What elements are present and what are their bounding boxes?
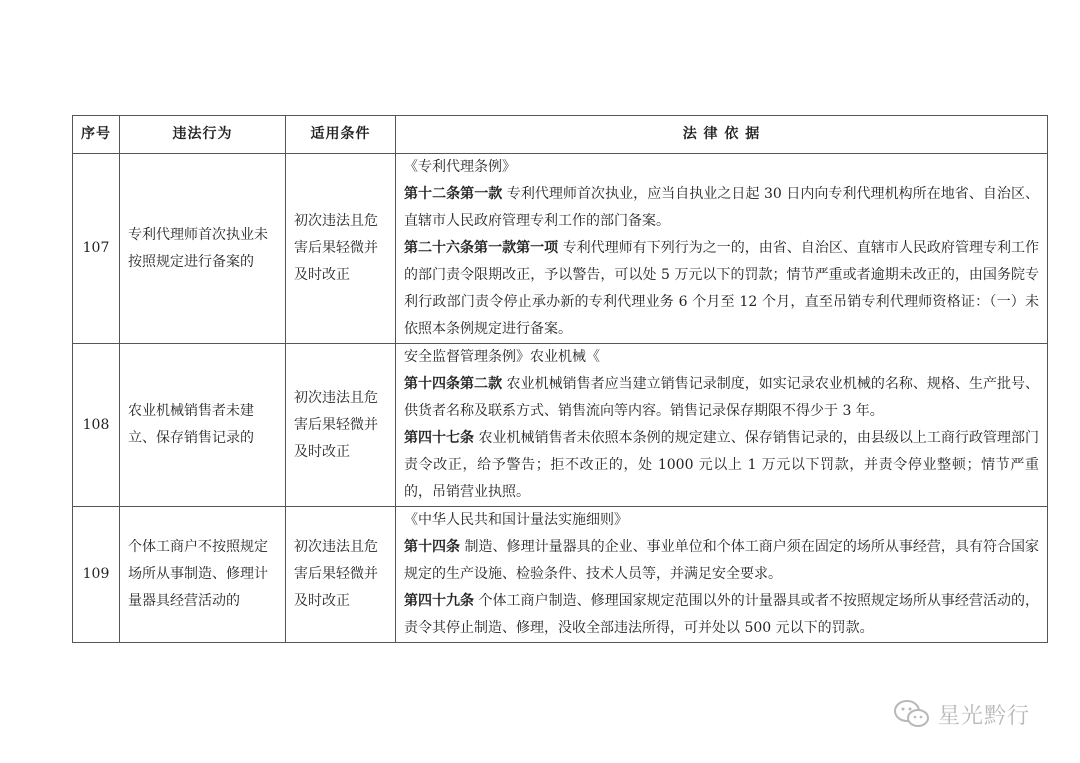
law-clause xyxy=(404,371,1039,425)
law-source: 《中华人民共和国计量法实施细则》 xyxy=(404,512,628,528)
row-serial: 109 xyxy=(73,507,120,643)
clause-text: 个体工商户制造、修理国家规定范围以外的计量器具或者不按照规定场所从事经营活动的，责令其停止制造、修理，没收全部违法所得，可并处以 500 元以下的罚款。 xyxy=(404,593,1039,636)
article-ref: 第二十六条第一款第一项 xyxy=(404,240,559,256)
clause-text: 农业机械销售者应当建立销售记录制度，如实记录农业机械的名称、规格、生产批号、供货者名称及联系方式、销售流向等内容。销售记录保存期限不得少于 3 年。 xyxy=(404,376,1040,419)
article-ref: 第四十九条 xyxy=(404,593,475,609)
law-clause xyxy=(404,425,1039,506)
law-clause xyxy=(404,181,1039,235)
row-serial: 107 xyxy=(73,154,120,344)
header-condition: 适用条件 xyxy=(286,116,396,154)
law-clause xyxy=(404,534,1039,588)
article-ref: 第四十七条 xyxy=(404,430,475,446)
table-row xyxy=(73,154,1048,344)
row-violation: 专利代理师首次执业未按照规定进行备案的 xyxy=(120,154,286,344)
law-source: 《专利代理条例》 xyxy=(404,159,516,175)
row-legal-basis xyxy=(396,154,1048,344)
table-row xyxy=(73,344,1048,507)
law-source: 安全监督管理条例》农业机械《 xyxy=(404,349,600,365)
row-condition: 初次违法且危害后果轻微并及时改正 xyxy=(286,154,396,344)
wechat-icon xyxy=(892,698,932,730)
row-serial: 108 xyxy=(73,344,120,507)
header-legal-basis: 法 律 依 据 xyxy=(396,116,1048,154)
watermark-text: 星光黔行 xyxy=(938,703,1031,729)
article-ref: 第十四条 xyxy=(404,539,461,555)
table-row xyxy=(73,507,1048,643)
clause-text: 农业机械销售者未依照本条例的规定建立、保存销售记录的，由县级以上工商行政管理部门责令改正，给予警告；拒不改正的，处 1000 元以上 1 万元以下罚款，并责令停业整顿；情节严重的，吊销营业执照。 xyxy=(404,430,1039,500)
header-serial: 序号 xyxy=(73,116,120,154)
row-legal-basis xyxy=(396,344,1048,507)
table-header-row xyxy=(73,116,1048,154)
row-legal-basis xyxy=(396,507,1048,643)
article-ref: 第十二条第一款 xyxy=(404,186,503,202)
law-table xyxy=(72,115,1048,643)
law-clause xyxy=(404,588,1039,642)
row-violation: 农业机械销售者未建立、保存销售记录的 xyxy=(120,344,286,507)
row-condition: 初次违法且危害后果轻微并及时改正 xyxy=(286,507,396,643)
clause-text: 专利代理师首次执业，应当自执业之日起 30 日内向专利代理机构所在地省、自治区、直辖市人民政府管理专利工作的部门备案。 xyxy=(404,186,1040,229)
watermark xyxy=(892,698,1030,730)
clause-text: 专利代理师有下列行为之一的，由省、自治区、直辖市人民政府管理专利工作的部门责令限期改正，予以警告，可以处 5 万元以下的罚款；情节严重或者逾期未改正的，由国务院专利行政部门责令停止承办新的专利代理业务 6 个月至 12 个月，直至吊销专利代理师资格证：（一）未依照本条例规定进行备案。 xyxy=(404,240,1040,337)
article-ref: 第十四条第二款 xyxy=(404,376,503,392)
row-violation: 个体工商户不按照规定场所从事制造、修理计量器具经营活动的 xyxy=(120,507,286,643)
header-violation: 违法行为 xyxy=(120,116,286,154)
law-clause xyxy=(404,235,1039,343)
row-condition: 初次违法且危害后果轻微并及时改正 xyxy=(286,344,396,507)
clause-text: 制造、修理计量器具的企业、事业单位和个体工商户须在固定的场所从事经营，具有符合国家规定的生产设施、检验条件、技术人员等，并满足安全要求。 xyxy=(404,539,1040,582)
